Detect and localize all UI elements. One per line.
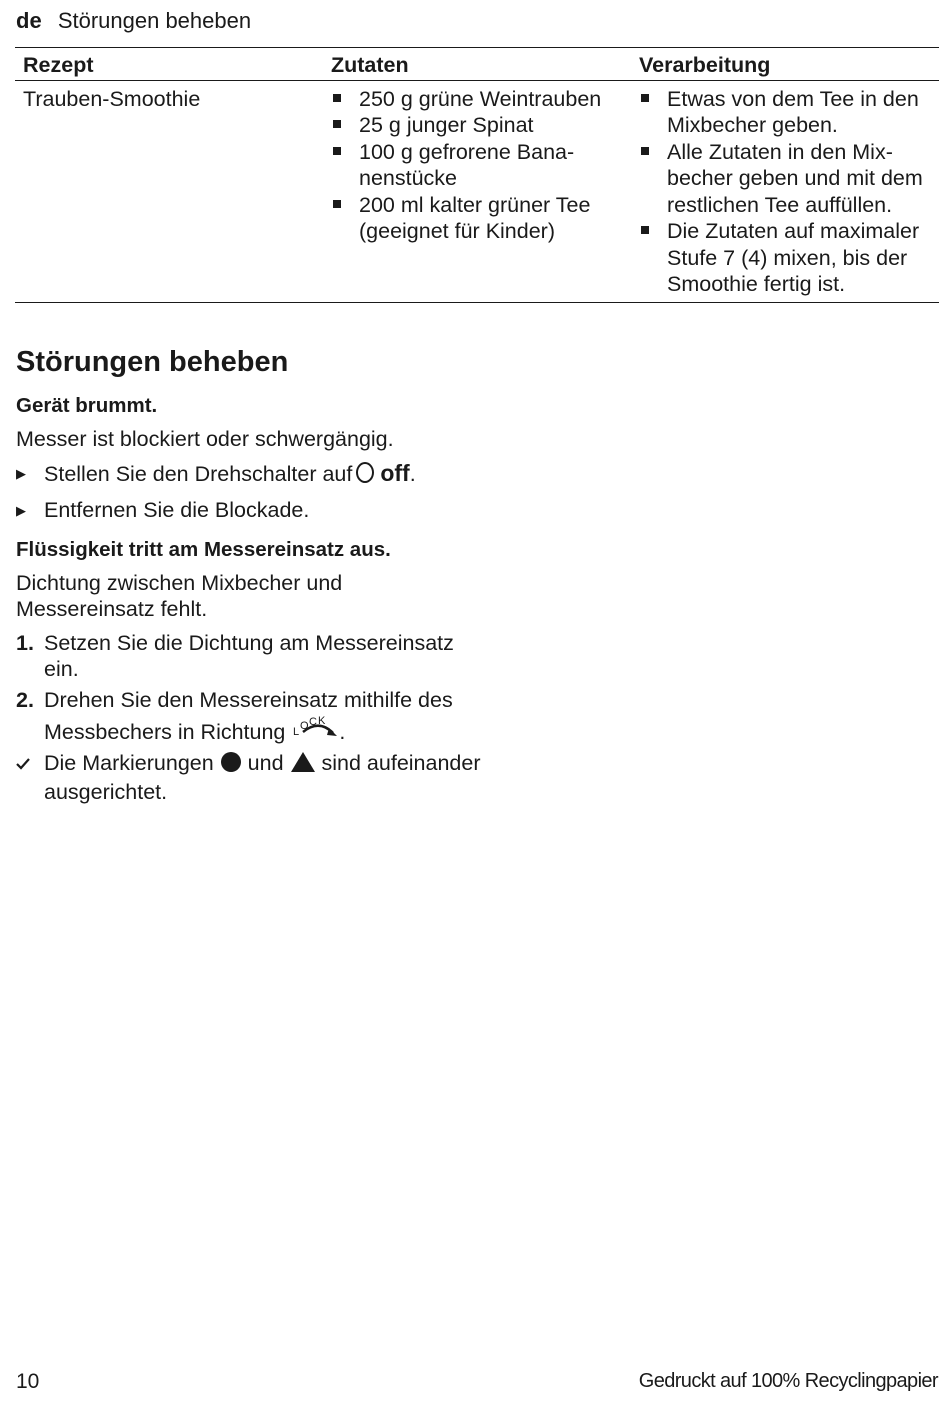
result-step — [16, 750, 486, 806]
section-title: Störungen beheben — [16, 346, 289, 378]
step-number: 1. — [16, 630, 34, 655]
processing-cell — [631, 80, 939, 302]
list-item: Die Zutaten auf maximaler Stufe 7 (4) mixen, bis der Smoothie fertig ist. — [639, 218, 931, 298]
header-title: Störungen beheben — [57, 8, 252, 33]
checkmark-icon — [16, 750, 30, 778]
processing-list — [639, 86, 931, 298]
header-recipe: Rezept — [15, 48, 323, 81]
action-text: Entfernen Sie die Blockade. — [44, 498, 310, 522]
result-text: Die Markierungen — [44, 750, 214, 775]
table-header-row — [15, 48, 939, 81]
list-item: Etwas von dem Tee in den Mixbecher geben. — [639, 86, 931, 139]
list-item: 200 ml kalter grüner Tee (geeignet für Kinder) — [331, 192, 623, 245]
recipe-table — [15, 47, 939, 303]
list-item: 250 g grüne Weintrauben — [331, 86, 623, 113]
problem-cause: Dichtung zwischen Mixbecher und Messereinsatz fehlt. — [16, 570, 343, 621]
triangle-bullet-icon: ▶ — [16, 465, 26, 481]
problem-cause: Messer ist blockiert oder schwergängig. — [16, 427, 394, 451]
step-text: Setzen Sie die Dichtung am Messereinsatz ein. — [44, 630, 454, 681]
triangle-bullet-icon: ▶ — [16, 503, 26, 518]
ingredients-list — [331, 86, 623, 245]
result-text: sind aufeinander ausgerichtet. — [44, 750, 481, 804]
lock-arrow-icon — [291, 713, 339, 746]
ingredients-cell — [323, 80, 631, 302]
problem-heading: Flüssigkeit tritt am Messereinsatz aus. — [16, 537, 391, 561]
table-row — [15, 80, 939, 302]
action-text: Stellen Sie den Drehschalter auf — [44, 461, 353, 486]
recipe-name: Trauben-Smoothie — [15, 80, 323, 302]
footer-note: Gedruckt auf 100% Recyclingpapier — [638, 1370, 938, 1392]
filled-circle-icon — [220, 751, 242, 780]
filled-triangle-icon — [290, 751, 316, 780]
header-processing: Verarbeitung — [631, 48, 939, 81]
language-code: de — [16, 8, 42, 33]
troubleshooting-section — [16, 342, 486, 806]
off-circle-icon — [356, 462, 374, 483]
list-item: 25 g junger Spinat — [331, 112, 623, 139]
action-end: . — [409, 461, 416, 486]
problem-heading: Gerät brummt. — [16, 394, 158, 417]
off-symbol-label: off — [380, 459, 410, 486]
list-item: Alle Zutaten in den Mixbecher geben und mit dem restlichen Tee auffüllen. — [639, 139, 931, 219]
numbered-step — [16, 687, 486, 746]
page-number: 10 — [16, 1370, 40, 1393]
header-ingredients: Zutaten — [323, 48, 631, 81]
step-end: . — [339, 720, 346, 744]
action-step — [16, 497, 486, 524]
page-header — [16, 8, 251, 34]
svg-text:LOCK: LOCK — [293, 715, 326, 738]
action-step — [16, 460, 486, 488]
step-text: Drehen Sie den Messereinsatz mithilfe des Messbechers in Richtung — [44, 687, 453, 744]
result-text: und — [247, 750, 284, 775]
step-number: 2. — [16, 687, 34, 712]
numbered-step — [16, 630, 486, 683]
list-item: 100 g gefrorene Bananenstücke — [331, 139, 623, 192]
